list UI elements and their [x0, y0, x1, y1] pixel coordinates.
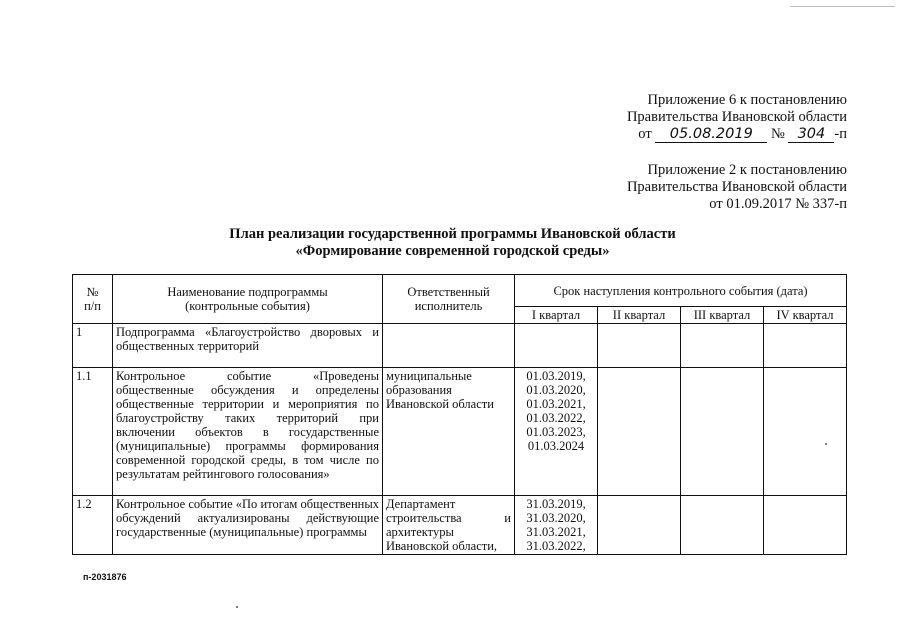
row-name: Контрольное событие «По итогам общественных обсуждений актуализированы действующие государственные (муниципальные) программы	[113, 496, 383, 555]
header-quarter-4: IV квартал	[764, 307, 847, 324]
header-deadline: Срок наступления контрольного события (дата)	[515, 275, 847, 307]
row-responsible	[383, 324, 515, 368]
date-item: 01.03.2023,	[526, 425, 586, 439]
row-number: 1	[73, 324, 113, 368]
row-quarter-2	[598, 324, 681, 368]
table-row	[73, 496, 847, 555]
table-row	[73, 368, 847, 496]
header-quarter-3: III квартал	[681, 307, 764, 324]
header-name-line1: Наименование подпрограммы	[167, 285, 328, 299]
header-quarter-2: II квартал	[598, 307, 681, 324]
appendix-6-line3	[627, 126, 847, 143]
appendix-2-line3: от 01.09.2017 № 337-п	[709, 196, 847, 212]
appendix-2-block	[627, 162, 847, 213]
document-stamp: п-2031876	[83, 572, 127, 582]
row-responsible: Департамент строительства и архитектуры Ивановской области,	[383, 496, 515, 555]
date-item: 01.03.2021,	[526, 397, 586, 411]
date-item: 31.03.2022,	[526, 539, 586, 553]
date-item: 31.03.2020,	[526, 511, 586, 525]
row-number: 1.1	[73, 368, 113, 496]
header-quarter-1: I квартал	[515, 307, 598, 324]
row-number: 1.2	[73, 496, 113, 555]
row-responsible: муниципальные образования Ивановской области	[383, 368, 515, 496]
appendix-2-line1: Приложение 2 к постановлению	[647, 162, 847, 178]
row-quarter-3	[681, 368, 764, 496]
row-quarter-4	[764, 324, 847, 368]
title-line1: План реализации государственной программы Ивановской области	[229, 226, 676, 242]
date-item: 01.03.2019,	[526, 369, 586, 383]
scan-speck	[825, 443, 827, 445]
plan-table	[72, 274, 847, 555]
row-name: Подпрограмма «Благоустройство дворовых и общественных территорий	[113, 324, 383, 368]
row-quarter-1	[515, 324, 598, 368]
date-item: 01.03.2022,	[526, 411, 586, 425]
row-quarter-2	[598, 496, 681, 555]
table-row	[73, 324, 847, 368]
appendix-2-line2: Правительства Ивановской области	[626, 179, 847, 195]
row-quarter-3	[681, 496, 764, 555]
appendix-6-line2: Правительства Ивановской области	[626, 109, 847, 125]
document-title	[0, 226, 905, 260]
header-name	[113, 275, 383, 324]
scan-speck	[236, 606, 238, 608]
appendix-6-block	[627, 92, 847, 143]
header-number-line1: №	[86, 285, 99, 299]
row-name: Контрольное событие «Проведены общественные обсуждения и определены общественные территории и мероприятия по благоустройству таких территорий при включении объектов в государственные (муниципальные) программы формирования современной городской среды, в том числе по результатам рейтингового голосования»	[113, 368, 383, 496]
number-sign: №	[770, 126, 785, 142]
header-responsible-line2: исполнитель	[414, 299, 483, 313]
appendix-6-line1: Приложение 6 к постановлению	[647, 92, 847, 108]
header-responsible	[383, 275, 515, 324]
header-number-line2: п/п	[84, 299, 101, 313]
number-suffix: -п	[834, 126, 847, 142]
header-responsible-line1: Ответственный	[407, 285, 490, 299]
from-prefix: от	[638, 126, 652, 142]
date-item: 01.03.2020,	[526, 383, 586, 397]
row-quarter-4	[764, 368, 847, 496]
scan-edge-line	[790, 6, 895, 7]
date-item: 31.03.2021,	[526, 525, 586, 539]
header-number	[73, 275, 113, 324]
row-quarter-4	[764, 496, 847, 555]
row-quarter-1	[515, 496, 598, 555]
title-line2: «Формирование современной городской среды»	[295, 243, 610, 259]
handwritten-date: 05.08.2019	[655, 127, 767, 143]
header-name-line2: (контрольные события)	[185, 299, 310, 313]
handwritten-number: 304	[788, 127, 834, 143]
date-item: 01.03.2024	[527, 439, 585, 453]
date-item: 31.03.2019,	[526, 497, 586, 511]
row-quarter-3	[681, 324, 764, 368]
row-quarter-2	[598, 368, 681, 496]
row-quarter-1	[515, 368, 598, 496]
